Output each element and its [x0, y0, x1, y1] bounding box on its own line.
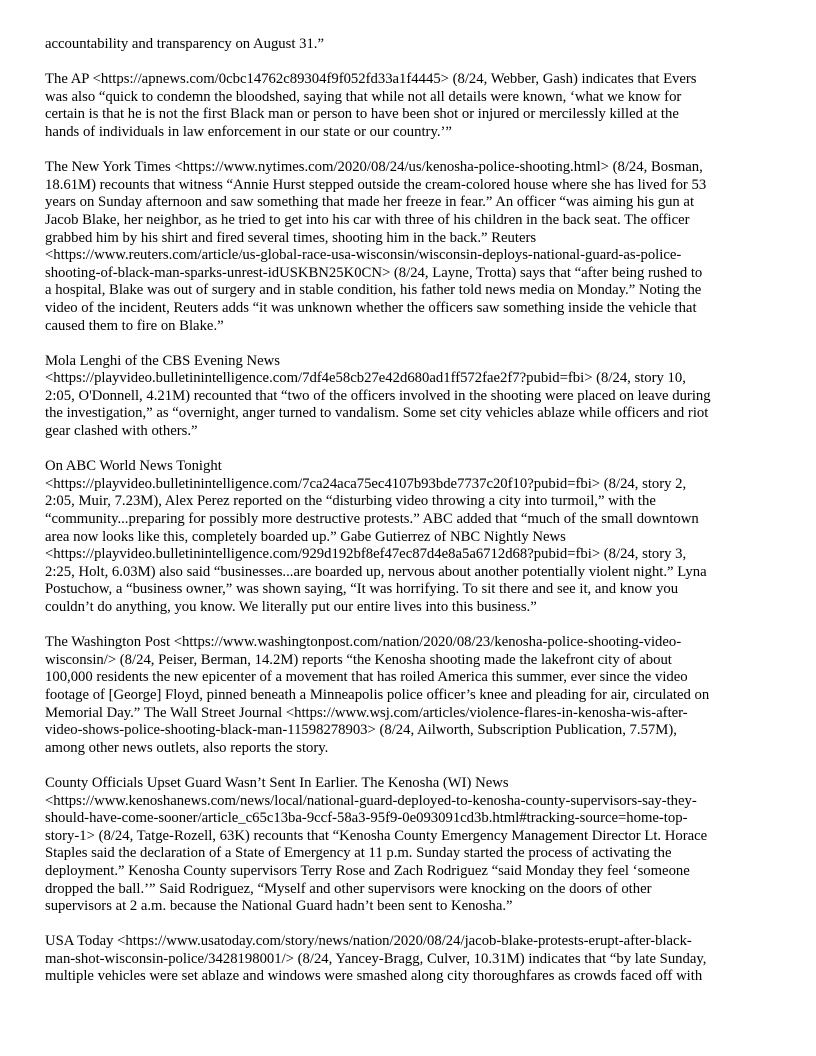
- text-line: the investigation,” as “overnight, anger turned to vandalism. Some set city vehicles ablaze while officers and riot: [45, 405, 709, 422]
- text-line: <https://www.reuters.com/article/us-global-race-usa-wisconsin/wisconsin-deploys-national-guard-as-police-: [45, 247, 682, 264]
- text-line: The New York Times <https://www.nytimes.com/2020/08/24/us/kenosha-police-shooting.html> (8/24, Bosman,: [45, 159, 703, 176]
- text-line: <https://playvideo.bulletinintelligence.com/929d192bf8ef47ec87d4e8a5a6712d68?pubid=fbi> (8/24, story 3,: [45, 546, 687, 563]
- text-line: dropped the ball.’” Said Rodriguez, “Myself and other supervisors were knocking on the doors of other: [45, 880, 652, 897]
- text-line: certain is that he is not the first Black man or person to have been shot or injured or mercilessly killed at the: [45, 106, 679, 123]
- text-line: among other news outlets, also reports the story.: [45, 739, 329, 756]
- text-line: accountability and transparency on August 31.”: [45, 36, 324, 52]
- text-line: area now looks like this, completely boarded up.” Gabe Gutierrez of NBC Nightly News: [45, 528, 566, 545]
- text-line: grabbed him by his shirt and fired several times, shooting him in the back.” Reuters: [45, 229, 537, 246]
- text-line: couldn’t do anything, you know. We literally put our entire lives into this business.”: [45, 599, 537, 615]
- paragraph-nyt-reuters: [45, 159, 773, 335]
- paragraph-cbs: [45, 353, 773, 441]
- document-page: [45, 36, 773, 1004]
- text-line: shooting-of-black-man-sparks-unrest-idUSKBN25K0CN> (8/24, Layne, Trotta) says that “after being rushed to: [45, 264, 703, 281]
- text-line: story-1> (8/24, Tatge-Rozell, 63K) recounts that “Kenosha County Emergency Management Director Lt. Horace: [45, 827, 708, 844]
- text-line: Jacob Blake, her neighbor, as he tried to get into his car with three of his children in the back seat. The officer: [45, 211, 690, 228]
- text-line: The Washington Post <https://www.washingtonpost.com/nation/2020/08/23/kenosha-police-shooting-video-: [45, 634, 682, 651]
- text-line: years on Sunday afternoon and saw something that made her freeze in fear.” An officer “was aiming his gun at: [45, 194, 695, 211]
- paragraph-accountability: [45, 36, 773, 54]
- text-line: hands of individuals in law enforcement in our state or our country.’”: [45, 123, 452, 140]
- paragraph-abc-nbc: [45, 458, 773, 616]
- text-line: <https://playvideo.bulletinintelligence.com/7ca24aca75ec4107b93bde7737c20f10?pubid=fbi> (8/24, story 2,: [45, 475, 687, 492]
- text-line: The AP <https://apnews.com/0cbc14762c89304f9f052fd33a1f4445> (8/24, Webber, Gash) indicates that Evers: [45, 71, 697, 88]
- text-line: video-shows-police-shooting-black-man-11598278903> (8/24, Ailworth, Subscription Publication, 7.57M),: [45, 722, 677, 739]
- text-line: Memorial Day.” The Wall Street Journal <https://www.wsj.com/articles/violence-flares-in-kenosha-wis-after-: [45, 704, 688, 721]
- text-line: 18.61M) recounts that witness “Annie Hurst stepped outside the cream-colored house where she has lived for 53: [45, 176, 707, 193]
- text-line: Staples said the declaration of a State of Emergency at 11 p.m. Sunday started the process of activating the: [45, 845, 672, 862]
- text-line: deployment.” Kenosha County supervisors Terry Rose and Zach Rodriguez “said Monday they feel ‘someone: [45, 862, 690, 879]
- text-line: multiple vehicles were set ablaze and windows were smashed along city thoroughfares as crowds faced off with: [45, 968, 703, 985]
- paragraph-wapo-wsj: [45, 634, 773, 757]
- text-line: County Officials Upset Guard Wasn’t Sent In Earlier. The Kenosha (WI) News: [45, 774, 509, 791]
- text-line: caused them to fire on Blake.”: [45, 317, 224, 334]
- text-line: On ABC World News Tonight: [45, 458, 222, 475]
- paragraph-kenosha-news: [45, 775, 773, 916]
- text-line: 2:05, Muir, 7.23M), Alex Perez reported on the “disturbing video throwing a city into turmoil,” with the: [45, 493, 656, 510]
- text-line: supervisors at 2 a.m. because the National Guard hadn’t been sent to Kenosha.”: [45, 898, 513, 915]
- text-line: 2:05, O'Donnell, 4.21M) recounted that “two of the officers involved in the shooting were placed on leave during: [45, 387, 711, 404]
- text-line: was also “quick to condemn the bloodshed, saying that while not all details were known, ‘what we know for: [45, 88, 682, 105]
- text-line: wisconsin/> (8/24, Peiser, Berman, 14.2M) reports “the Kenosha shooting made the lakefront city of about: [45, 651, 672, 668]
- text-line: video of the incident, Reuters adds “it was unknown whether the officers saw something inside the vehicle that: [45, 299, 697, 316]
- text-line: Mola Lenghi of the CBS Evening News: [45, 352, 280, 369]
- text-line: <https://playvideo.bulletinintelligence.com/7df4e58cb27e42d680ad1ff572fae2f7?pubid=fbi> (8/24, story 10,: [45, 370, 686, 387]
- text-line: <https://www.kenoshanews.com/news/local/national-guard-deployed-to-kenosha-county-supervisors-say-they-: [45, 792, 697, 809]
- text-line: a hospital, Blake was out of surgery and in stable condition, his father told news media on Monday.” Noting the: [45, 282, 702, 299]
- text-line: USA Today <https://www.usatoday.com/story/news/nation/2020/08/24/jacob-blake-protests-erupt-after-black-: [45, 933, 692, 950]
- paragraph-ap: [45, 71, 773, 141]
- paragraph-usa-today: [45, 933, 773, 986]
- text-line: should-have-come-sooner/article_c65c13ba-9ccf-58a3-95f9-0e093091cd3b.html#tracking-source=home-top-: [45, 810, 688, 827]
- text-line: footage of [George] Floyd, pinned beneath a Minneapolis police officer’s knee and pleading for air, circulated on: [45, 686, 710, 703]
- text-line: 100,000 residents the new epicenter of a movement that has roiled America this summer, ever since the video: [45, 669, 688, 686]
- text-line: gear clashed with others.”: [45, 423, 198, 440]
- text-line: “community...preparing for possibly more destructive protests.” ABC added that “much of the small downtown: [45, 511, 699, 528]
- text-line: Postuchow, a “business owner,” was shown saying, “It was horrifying. To sit there and see it, and know you: [45, 581, 679, 598]
- text-line: man-shot-wisconsin-police/3428198001/> (8/24, Yancey-Bragg, Culver, 10.31M) indicates that “by late Sunday,: [45, 950, 707, 967]
- text-line: 2:25, Holt, 6.03M) also said “businesses...are boarded up, nervous about another potentially violent night.” Lyna: [45, 563, 707, 580]
